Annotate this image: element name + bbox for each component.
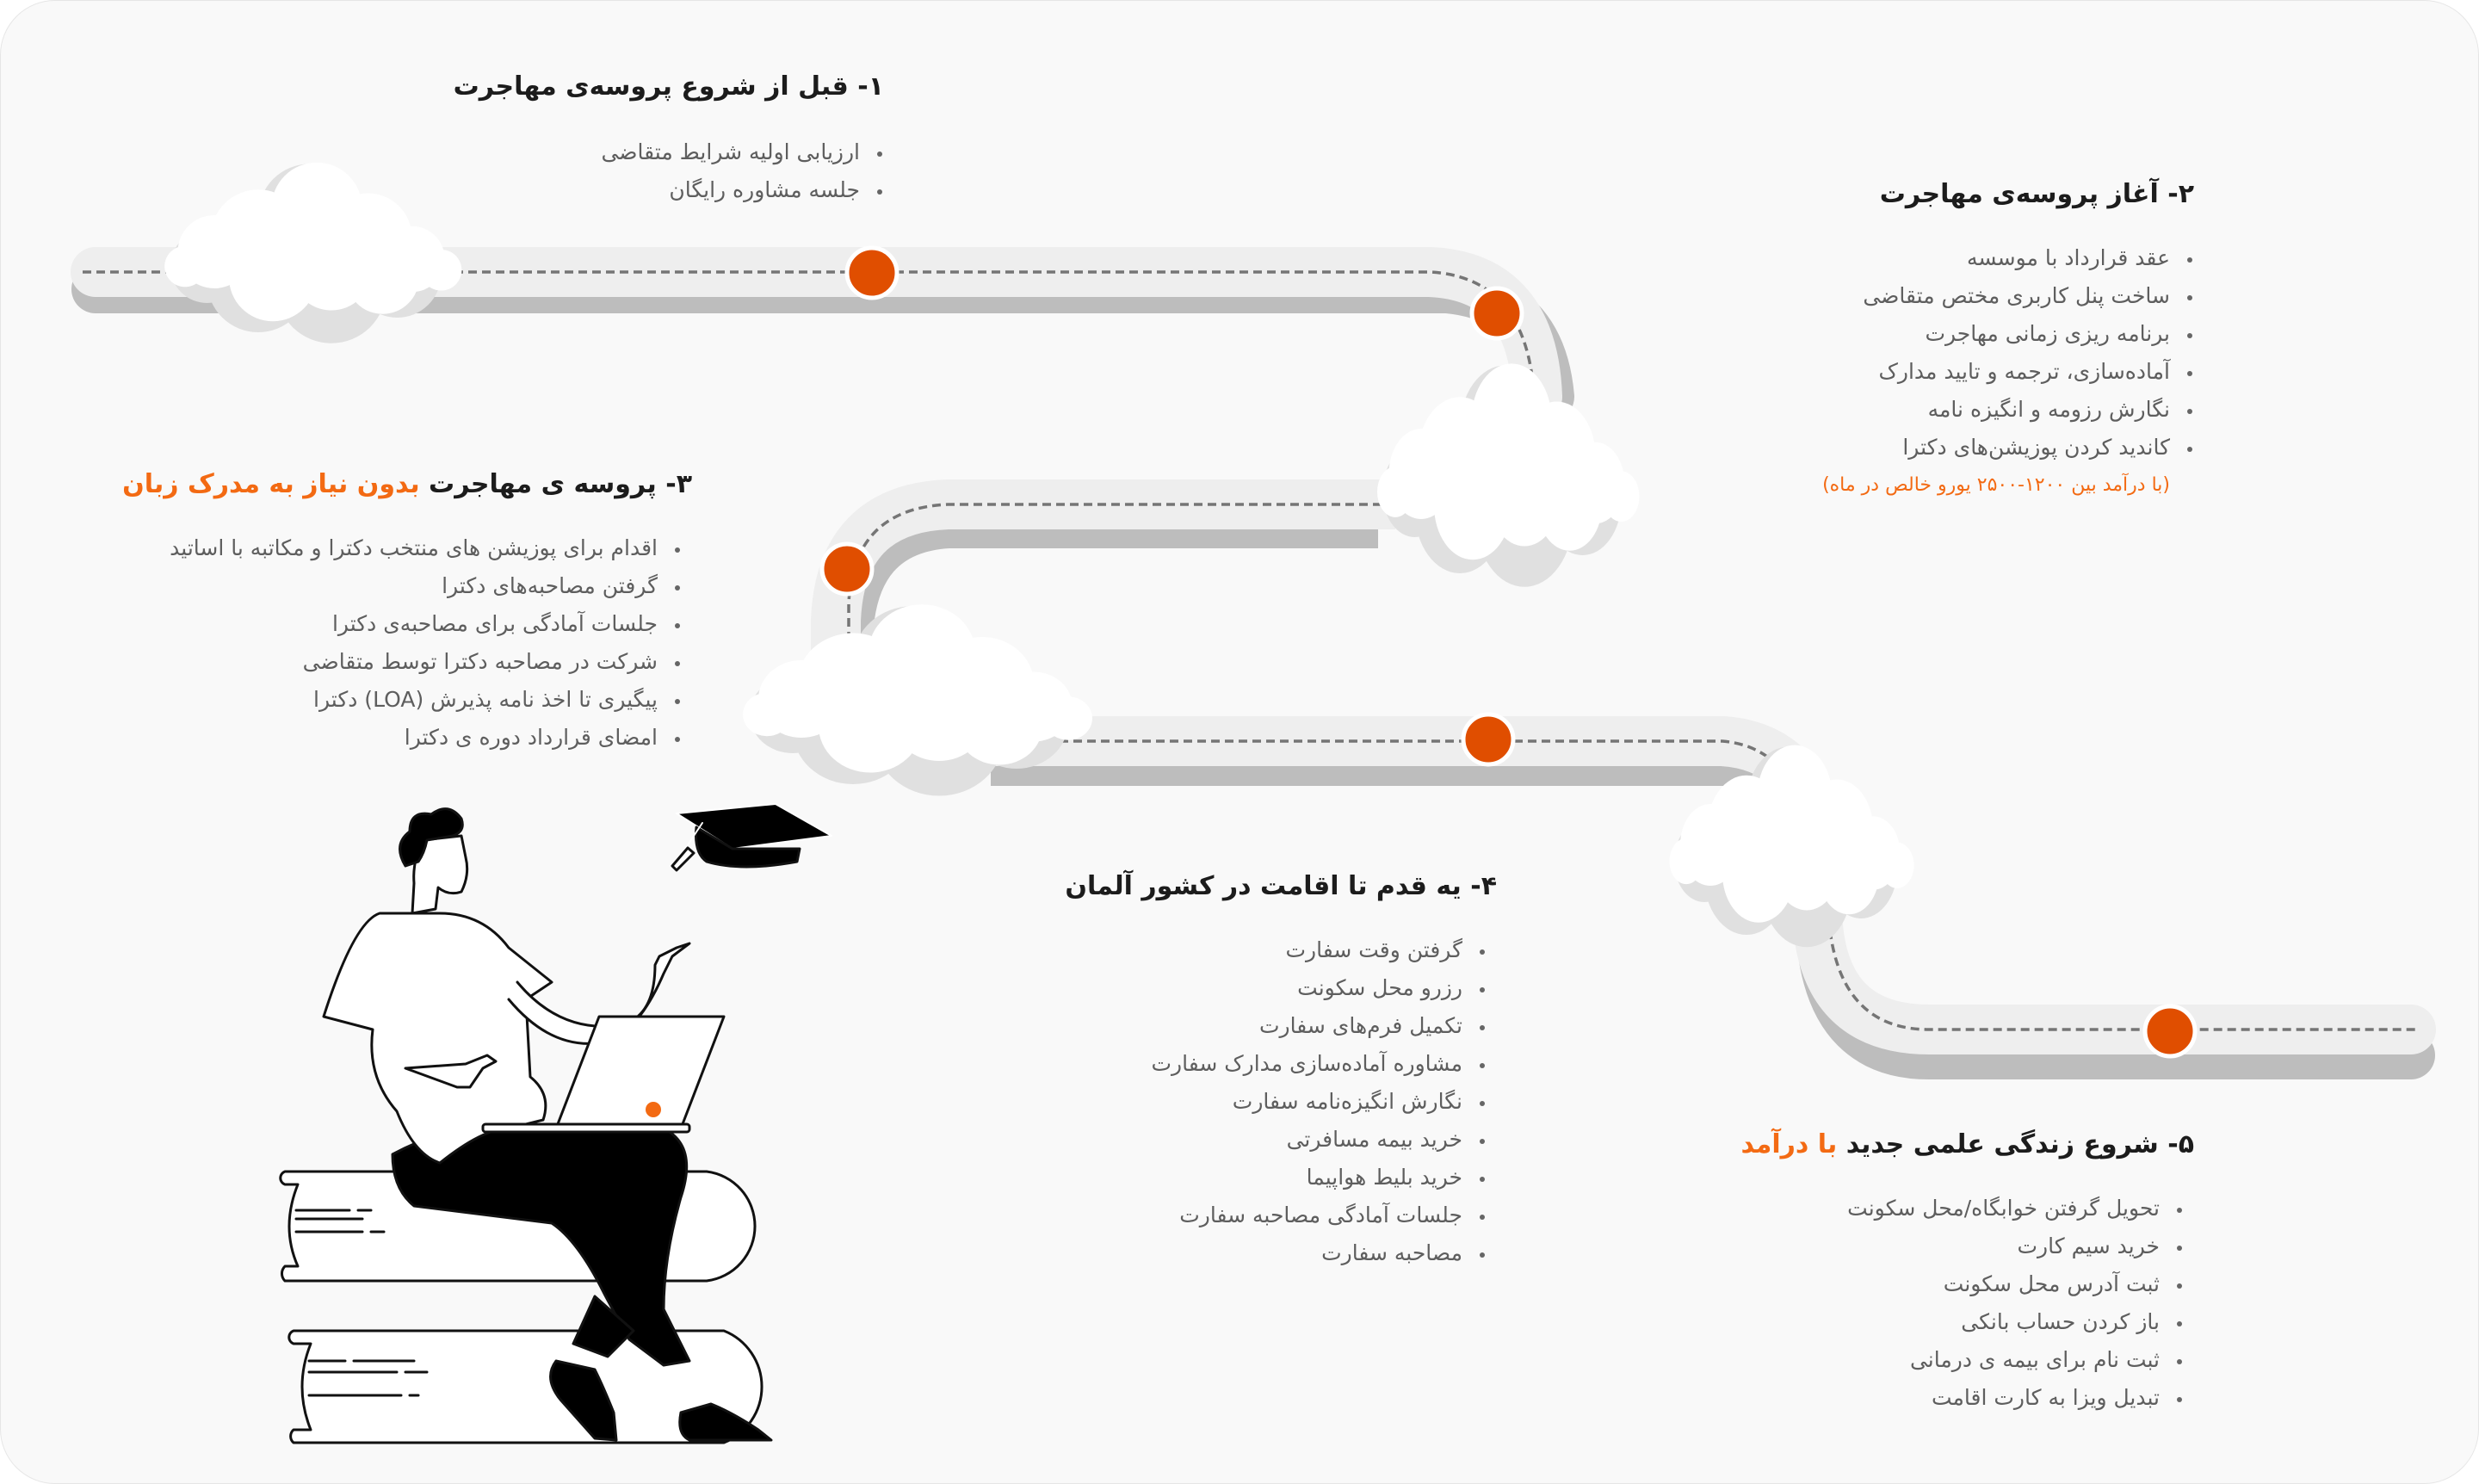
- step-3-list: [122, 529, 692, 757]
- step-title-accent: با درآمد: [1740, 1129, 1838, 1159]
- list-item: ارزیابی اولیه شرایط متقاضی: [454, 133, 860, 171]
- graduation-cap-icon: [672, 804, 831, 870]
- list-item: آماده‌سازی، ترجمه و تایید مدارک: [1822, 353, 2170, 391]
- list-item: گرفتن مصاحبه‌های دکترا: [122, 567, 658, 605]
- list-item: پیگیری تا اخذ نامه پذیرش (LOA) دکترا: [122, 681, 658, 719]
- step-number: ۱-: [857, 71, 884, 102]
- step-2-list: [1822, 239, 2194, 467]
- step-2: [1822, 176, 2194, 503]
- step-number: ۴-: [1470, 871, 1497, 901]
- step-number: ۵-: [2167, 1129, 2194, 1159]
- list-item: نگارش انگیزه‌نامه سفارت: [1065, 1083, 1462, 1121]
- list-item: کاندید کردن پوزیشن‌های دکترا: [1822, 429, 2170, 467]
- list-item: امضای قرارداد دوره ی دکترا: [122, 719, 658, 757]
- list-item: تکمیل فرم‌های سفارت: [1065, 1007, 1462, 1045]
- cloud-icon: [1377, 363, 1640, 586]
- step-title: آغاز پروسه‌ی مهاجرت: [1879, 179, 2159, 209]
- step-3: [122, 466, 692, 757]
- step-5-list: [1740, 1190, 2194, 1417]
- step-1-heading: [454, 68, 884, 106]
- list-item: رزرو محل سکونت: [1065, 969, 1462, 1007]
- milestone-dot-3: [822, 544, 872, 594]
- step-1-list: [454, 133, 884, 209]
- list-item: باز کردن حساب بانکی: [1740, 1303, 2160, 1341]
- list-item: اقدام برای پوزیشن های منتخب دکترا و مکاتبه با اساتید: [122, 529, 658, 567]
- step-2-heading: [1822, 176, 2194, 213]
- list-item: تحویل گرفتن خوابگاه/محل سکونت: [1740, 1190, 2160, 1227]
- list-item: عقد قرارداد با موسسه: [1822, 239, 2170, 277]
- milestone-dot-5: [2145, 1006, 2195, 1056]
- step-number: ۲-: [2167, 179, 2194, 209]
- list-item: جلسات آمادگی برای مصاحبه‌ی دکترا: [122, 605, 658, 643]
- list-item: ثبت نام برای بیمه ی درمانی: [1740, 1341, 2160, 1379]
- list-item: جلسه مشاوره رایگان: [454, 171, 860, 209]
- list-item: خرید بلیط هواپیما: [1065, 1159, 1462, 1196]
- road-segment-4: [1817, 913, 2415, 1055]
- step-1: [454, 68, 884, 209]
- list-item: نگارش رزومه و انگیزه نامه: [1822, 391, 2170, 429]
- step-number: ۳-: [665, 469, 692, 499]
- list-item: تبدیل ویزا به کارت اقامت: [1740, 1379, 2160, 1417]
- list-item: شرکت در مصاحبه دکترا توسط متقاضی: [122, 643, 658, 681]
- list-item: برنامه ریزی زمانی مهاجرت: [1822, 315, 2170, 353]
- step-4: [1065, 868, 1497, 1272]
- student-illustration: [281, 804, 831, 1443]
- step-5: [1740, 1126, 2194, 1417]
- step-5-heading: [1740, 1126, 2194, 1164]
- step-title: شروع زندگی علمی جدید: [1845, 1129, 2159, 1159]
- list-item: گرفتن وقت سفارت: [1065, 931, 1462, 969]
- list-item: خرید سیم کارت: [1740, 1227, 2160, 1265]
- income-note: (با درآمد بین ۱۲۰۰-۲۵۰۰ یورو خالص در ماه): [1822, 474, 2170, 496]
- milestone-dot-2: [1472, 288, 1522, 338]
- cloud-icon: [164, 163, 461, 343]
- step-title-accent: بدون نیاز به مدرک زبان: [122, 469, 420, 499]
- list-item: مشاوره آماده‌سازی مدارک سفارت: [1065, 1045, 1462, 1083]
- step-title: قبل از شروع پروسه‌ی مهاجرت: [453, 71, 849, 102]
- list-item: جلسات آمادگی مصاحبه سفارت: [1065, 1196, 1462, 1234]
- list-item: مصاحبه سفارت: [1065, 1234, 1462, 1272]
- step-title: یه قدم تا اقامت در کشور آلمان: [1065, 871, 1462, 901]
- step-3-heading: [122, 466, 692, 504]
- milestone-dot-4: [1463, 714, 1513, 764]
- list-item: ثبت آدرس محل سکونت: [1740, 1265, 2160, 1303]
- step-4-list: [1065, 931, 1497, 1272]
- step-title: پروسه ی مهاجرت: [429, 469, 657, 499]
- milestone-dot-1: [847, 248, 897, 298]
- step-4-heading: [1065, 868, 1497, 906]
- list-item: ساخت پنل کاربری مختص متقاضی: [1822, 277, 2170, 315]
- list-item: خرید بیمه مسافرتی: [1065, 1121, 1462, 1159]
